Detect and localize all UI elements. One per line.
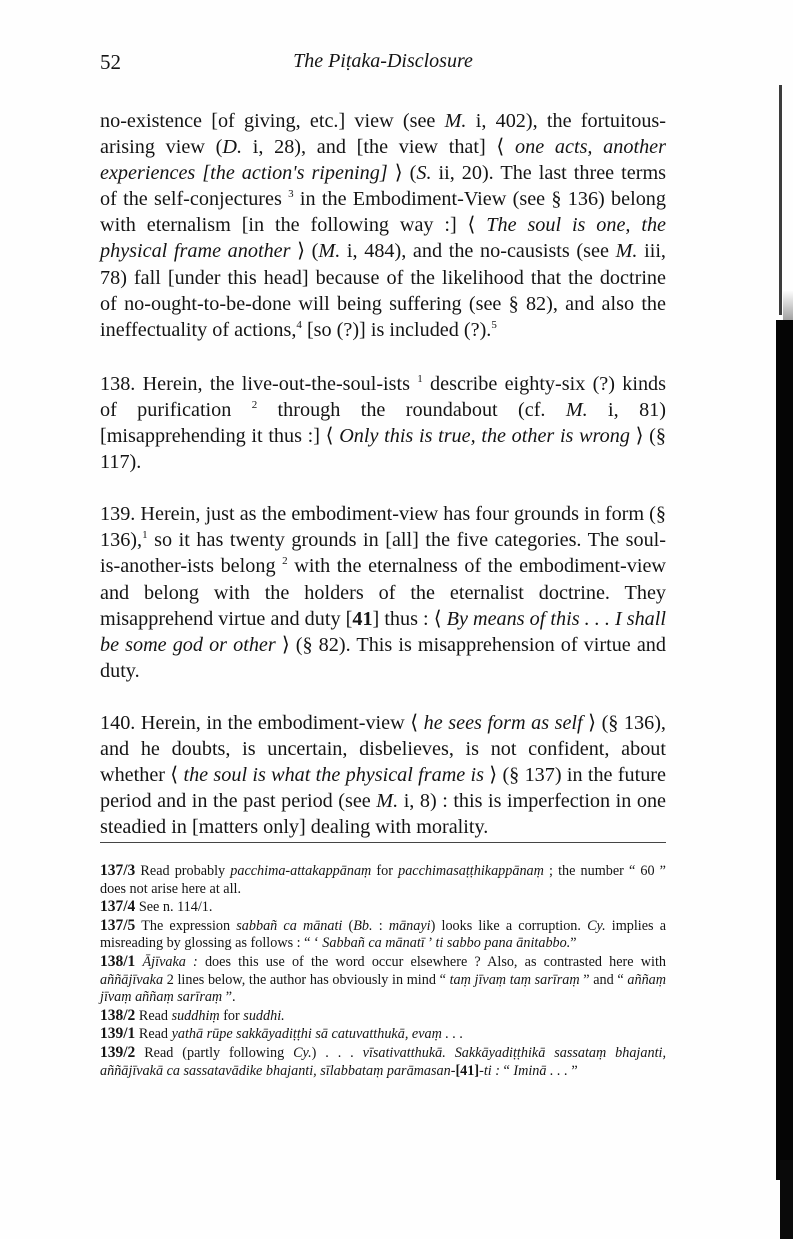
footnote-ref: 138/1	[100, 952, 136, 970]
footnote-divider	[100, 842, 666, 843]
footnote-ref: 137/4	[100, 898, 136, 916]
footnote: 139/1 Read yathā rūpe sakkāyadiṭṭhi sā catuvatthukā, evaṃ . . .	[100, 1025, 464, 1043]
paragraph-137-continued: no-existence [of giving, etc.] view (see M. i, 402), the fortuitous-arising view (D. i, 28), and [the view that] ⟨ one acts, another experiences [the action's ripening] ⟩ (S. ii, 20). The last three terms of the self-conjectures $^3$ in the Embodiment-View (see § 136) belong with eternalism [in the following way :] ⟨ The soul is one, the physical frame another ⟩ (M. i, 484), and the no-causists (see M. iii, 78) fall [under this head] because of the likelihood that the doctrine of no-ought-to-be-done will being suffering (see § 82), and also the ineffectuality of actions,$^4$ [so (?)] is included (?).$^5$	[100, 110, 666, 341]
footnote-ref: 139/2	[100, 1043, 136, 1061]
footnote: 139/2 Read (partly following Cy.) . . . vīsativatthukā. Sakkāyadiṭṭhikā sassataṃ bhajanti, aññājīvakā ca sassatavādike bhajanti, sīlabbataṃ parāmasan-[41]-ti : “ Iminā . . . ”	[100, 1043, 666, 1079]
page-header	[100, 50, 666, 80]
body-text	[100, 108, 666, 866]
footnote-ref: 137/5	[100, 916, 136, 934]
footnote: 137/5 The expression sabbañ ca mānati (Bb. : mānayi) looks like a corruption. Cy. implies a misreading by glossing as follows : “ ‘ Sabbañ ca mānatī ’ ti sabbo pana ānitabbo.”	[100, 916, 667, 952]
footnote: 137/4 See n. 114/1.	[100, 898, 213, 916]
page-number: 52	[100, 50, 121, 74]
footnote-ref: 139/1	[100, 1025, 136, 1043]
footnote: 138/1 Ājīvaka : does this use of the word occur elsewhere ? Also, as contrasted here with aññājīvaka 2 lines below, the author has obviously in mind “ taṃ jīvaṃ taṃ sarīraṃ ” and “ aññaṃ jīvaṃ aññaṃ sarīraṃ ”.	[100, 952, 666, 1006]
running-title: The Piṭaka-Disclosure	[293, 50, 473, 72]
footnote-ref: 138/2	[100, 1006, 136, 1024]
scan-binding-shadow	[776, 320, 793, 1180]
scan-binding-shadow	[779, 85, 782, 315]
footnote: 137/3 Read probably pacchima-attakappānaṃ for pacchimasaṭṭhikappānaṃ ; the number “ 60 ” does not arise here at all.	[100, 862, 666, 897]
scan-binding-shadow	[780, 1160, 793, 1239]
paragraph-138: 138. Herein, the live-out-the-soul-ists $^1$ describe eighty-six (?) kinds of purification $^2$ through the roundabout (cf. M. i, 81) [misapprehending it thus :] ⟨ Only this is true, the other is wrong ⟩ (§ 117).	[100, 372, 666, 474]
paragraph-140: 140. Herein, in the embodiment-view ⟨ he sees form as self ⟩ (§ 136), and he doubts, is uncertain, disbelieves, is not confident, about whether ⟨ the soul is what the physical frame is ⟩ (§ 137) in the future period and in the past period (see M. i, 8) : this is imperfection in one steadied in [matters only] dealing with morality.	[100, 711, 666, 839]
footnote: 138/2 Read suddhiṃ for suddhi.	[100, 1006, 285, 1024]
paragraph-139: 139. Herein, just as the embodiment-view has four grounds in form (§ 136),$^1$ so it has twenty grounds in [all] the five categories. The soul-is-another-ists belong $^2$ with the eternalness of the embodiment-view and belong with the holders of the eternalist doctrine. They misapprehend virtue and duty [41] thus : ⟨ By means of this . . . I shall be some god or other ⟩ (§ 82). This is misapprehension of virtue and duty.	[100, 503, 666, 682]
footnote-ref: 137/3	[100, 862, 136, 879]
footnotes	[100, 862, 666, 1080]
